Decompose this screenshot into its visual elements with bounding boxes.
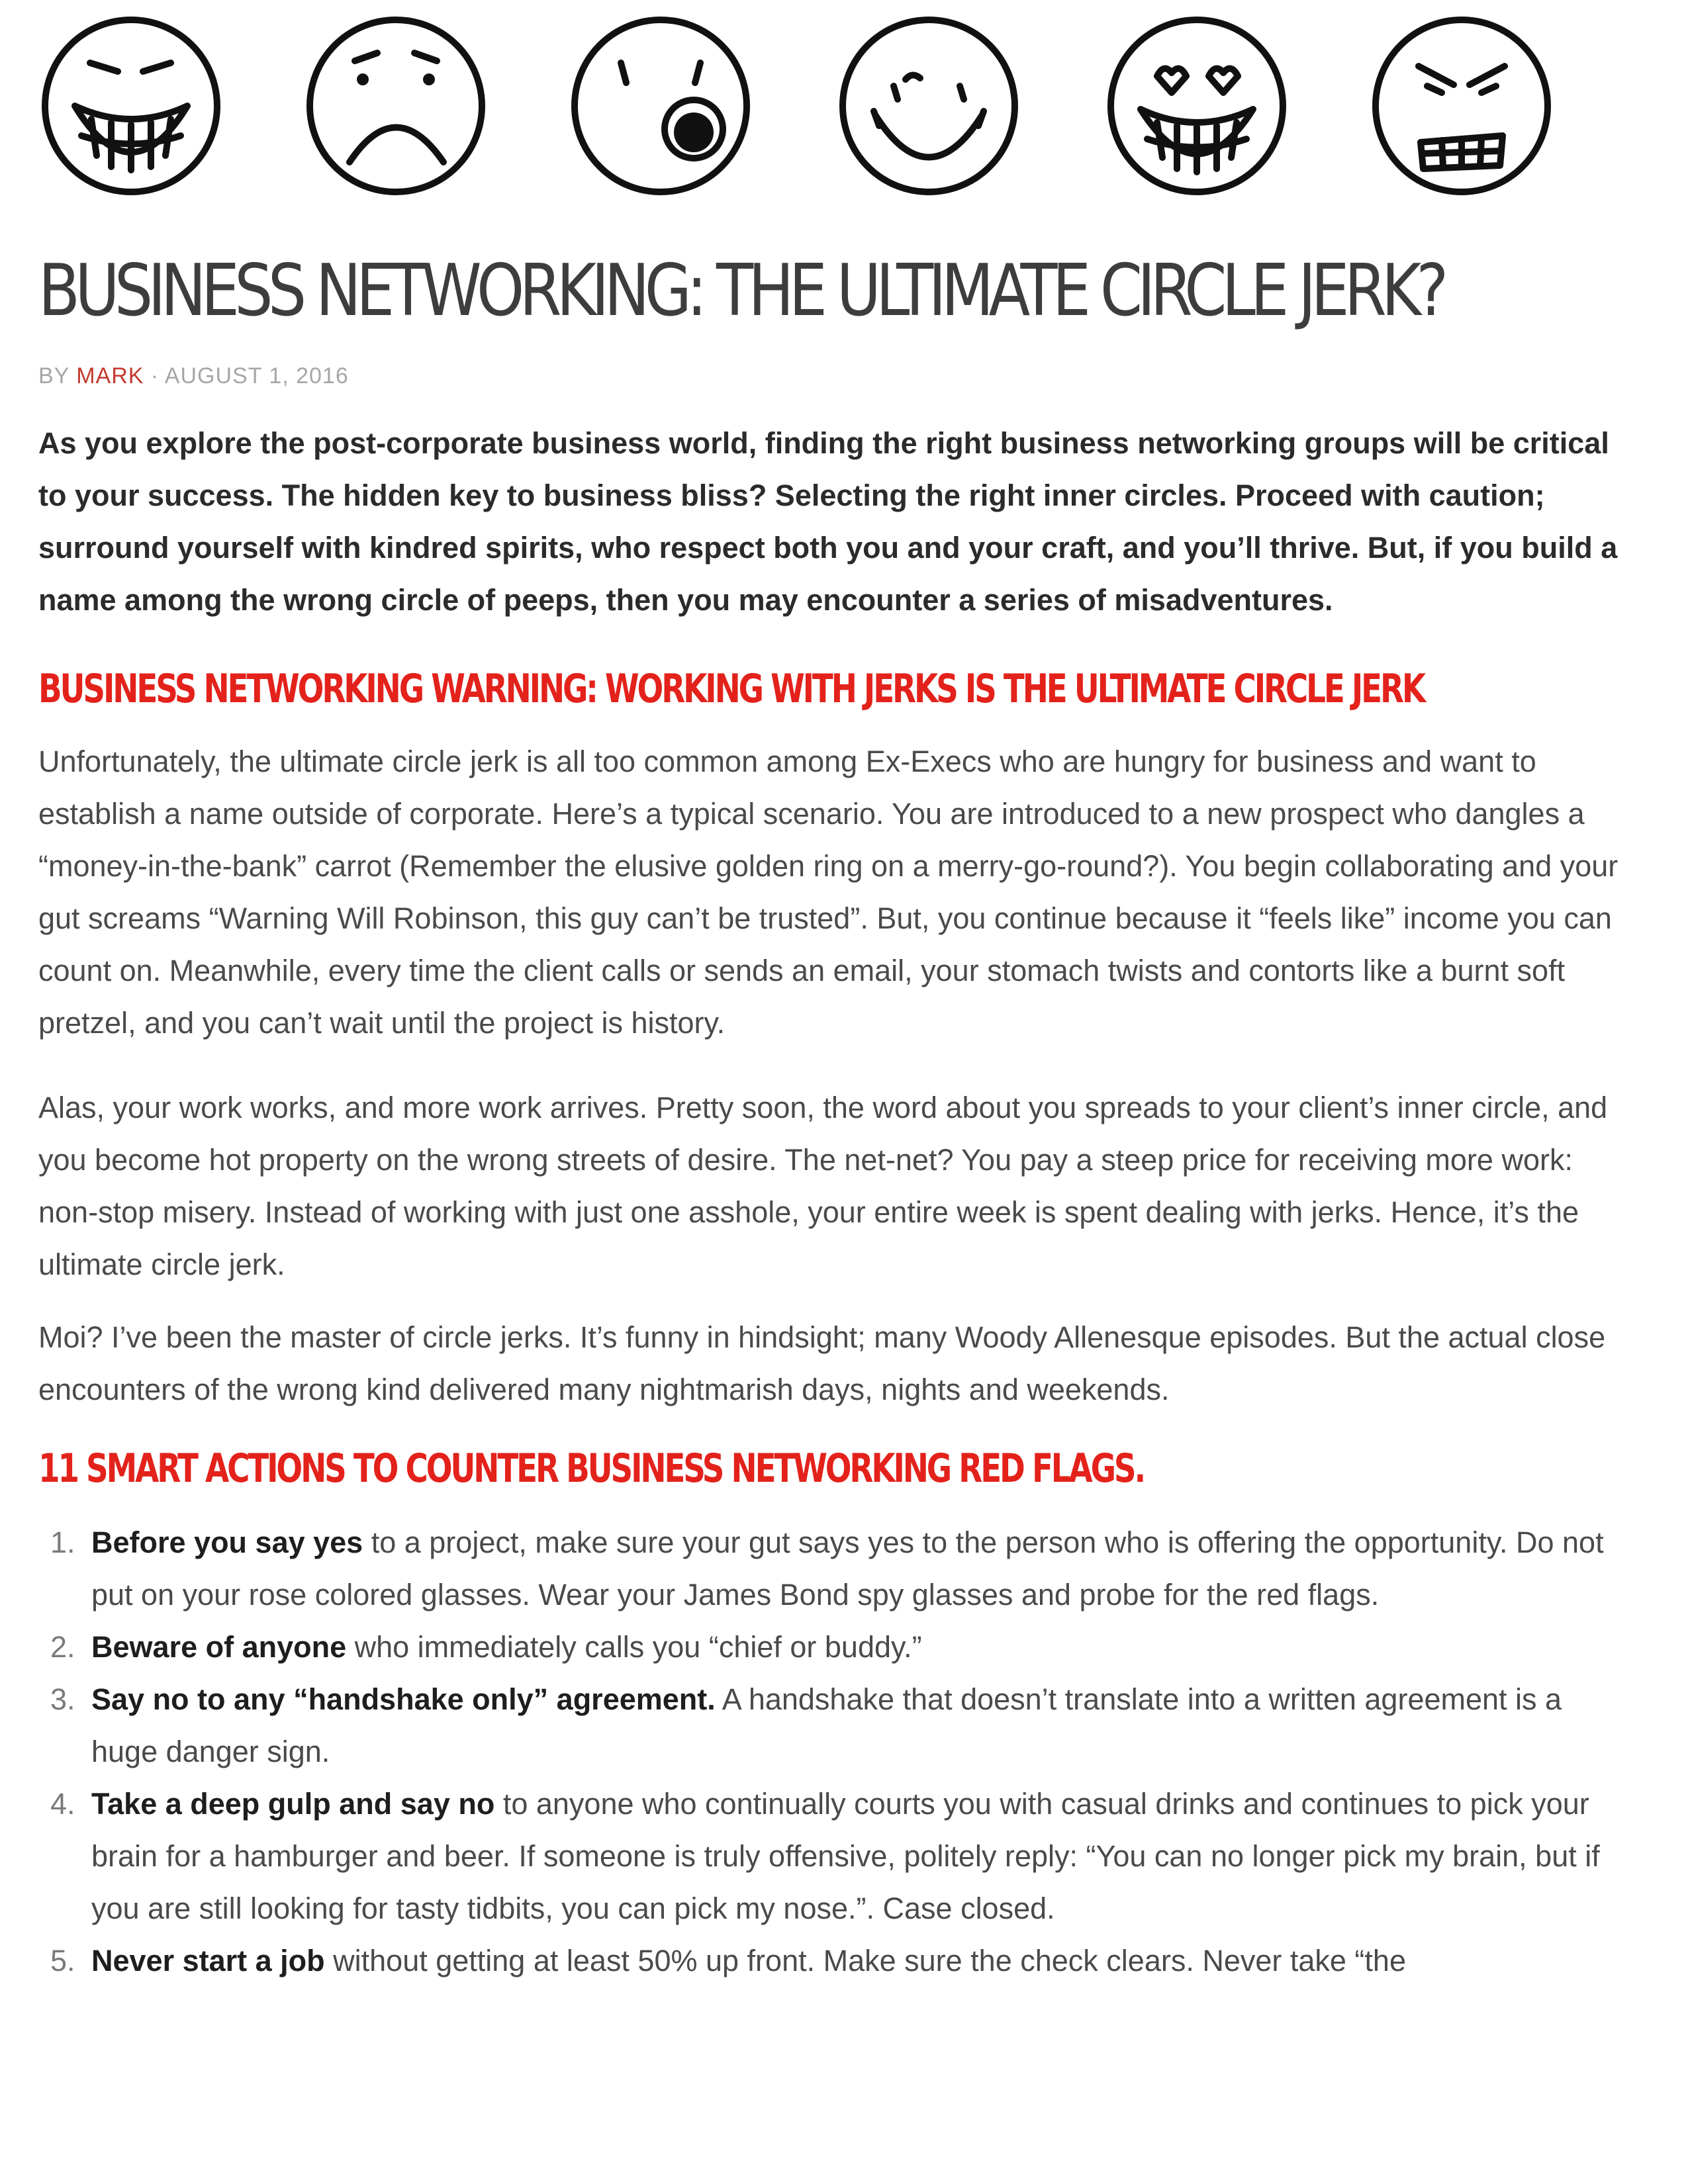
body-paragraph: Alas, your work works, and more work arrives. Pretty soon, the word about you spreads to your client’s inner circle, and you become hot property on the wrong streets of desire. The net-net? You pay a steep price for receiving more work: non-stop misery. Instead of working with just one asshole, your entire week is spent dealing with jerks. Hence, it’s the ultimate circle jerk. bbox=[38, 1091, 1608, 1281]
list-item-bold: Take a deep gulp and say no bbox=[91, 1787, 495, 1821]
list-item-text: to a project, make sure your gut says yes to the person who is offering the opportunity. Do not put on your rose colored glasses. Wear your James Bond spy glasses and probe for the red flags. bbox=[91, 1525, 1604, 1612]
list-item bbox=[38, 1934, 1627, 1987]
list-item bbox=[38, 1516, 1627, 1621]
byline-separator: · bbox=[144, 363, 165, 388]
list-item-bold: Before you say yes bbox=[91, 1525, 363, 1559]
heart-eyes-face-icon bbox=[1111, 20, 1283, 192]
author-link[interactable]: MARK bbox=[76, 363, 144, 388]
lead-paragraph: As you explore the post-corporate business world, finding the right business networking groups will be critical to your success. The hidden key to business bliss? Selecting the right inner circles. Proceed with caution; surround yourself with kindred spirits, who respect both you and your craft, and you’ll thrive. But, if you build a name among the wrong circle of peeps, then you may encounter a series of misadventures. bbox=[38, 426, 1618, 617]
post-byline bbox=[38, 356, 1627, 396]
list-item-bold: Beware of anyone bbox=[91, 1630, 347, 1664]
shocked-face-icon bbox=[575, 20, 747, 192]
list-item-number: 3. bbox=[50, 1682, 75, 1716]
post-date: AUGUST 1, 2016 bbox=[164, 363, 349, 388]
list-item-text: to anyone who continually courts you with casual drinks and continues to pick your brain for a hamburger and beer. If someone is truly offensive, politely reply: “You can no longer pick my brain, but if you are still looking for tasty tidbits, you can pick my nose.”. Case closed. bbox=[91, 1787, 1600, 1925]
hero-emoji-banner bbox=[38, 0, 1640, 212]
list-item-bold: Never start a job bbox=[91, 1944, 325, 1978]
list-item-text: without getting at least 50% up front. Make sure the check clears. Never take “the bbox=[324, 1944, 1406, 1978]
sad-face-icon bbox=[310, 20, 482, 192]
angry-face-icon bbox=[1376, 20, 1548, 192]
byline-prefix: BY bbox=[38, 363, 70, 388]
section-heading-warning: BUSINESS NETWORKING WARNING: WORKING WITH JERKS IS THE ULTIMATE CIRCLE JERK bbox=[38, 666, 1425, 712]
article bbox=[38, 238, 1627, 1987]
section-heading-smart-actions: 11 SMART ACTIONS TO COUNTER BUSINESS NETWORKING RED FLAGS. bbox=[38, 1445, 1145, 1492]
list-item bbox=[38, 1621, 1627, 1673]
body-paragraph: Unfortunately, the ultimate circle jerk is all too common among Ex-Execs who are hungry for business and want to establish a name outside of corporate. Here’s a typical scenario. You are introduced to a new prospect who dangles a “money-in-the-bank” carrot (Remember the elusive golden ring on a merry-go-round?). You begin collaborating and your gut screams “Warning Will Robinson, this guy can’t be trusted”. But, you continue because it “feels like” income you can count on. Meanwhile, every time the client calls or sends an email, your stomach twists and contorts like a burnt soft pretzel, and you can’t wait until the project is history. bbox=[38, 745, 1618, 1040]
body-paragraph: Moi? I’ve been the master of circle jerks. It’s funny in hindsight; many Woody Allenesque episodes. But the actual close encounters of the wrong kind delivered many nightmarish days, nights and weekends. bbox=[38, 1320, 1606, 1406]
emoji-faces-illustration bbox=[38, 0, 1640, 212]
list-item-text: A handshake that doesn’t translate into a written agreement is a huge danger sign. bbox=[91, 1682, 1562, 1768]
laughing-face-icon bbox=[45, 20, 217, 192]
list-item-number: 4. bbox=[50, 1787, 75, 1821]
list-item-bold: Say no to any “handshake only” agreement. bbox=[91, 1682, 716, 1716]
list-item-number: 1. bbox=[50, 1525, 75, 1559]
page-title: BUSINESS NETWORKING: THE ULTIMATE CIRCLE JERK? bbox=[38, 250, 1444, 332]
smiling-face-icon bbox=[843, 20, 1015, 192]
list-item bbox=[38, 1673, 1627, 1778]
smart-actions-list bbox=[38, 1516, 1627, 1987]
list-item-text: who immediately calls you “chief or buddy.” bbox=[346, 1630, 922, 1664]
list-item-number: 2. bbox=[50, 1630, 75, 1664]
list-item bbox=[38, 1778, 1627, 1934]
list-item-number: 5. bbox=[50, 1944, 75, 1978]
